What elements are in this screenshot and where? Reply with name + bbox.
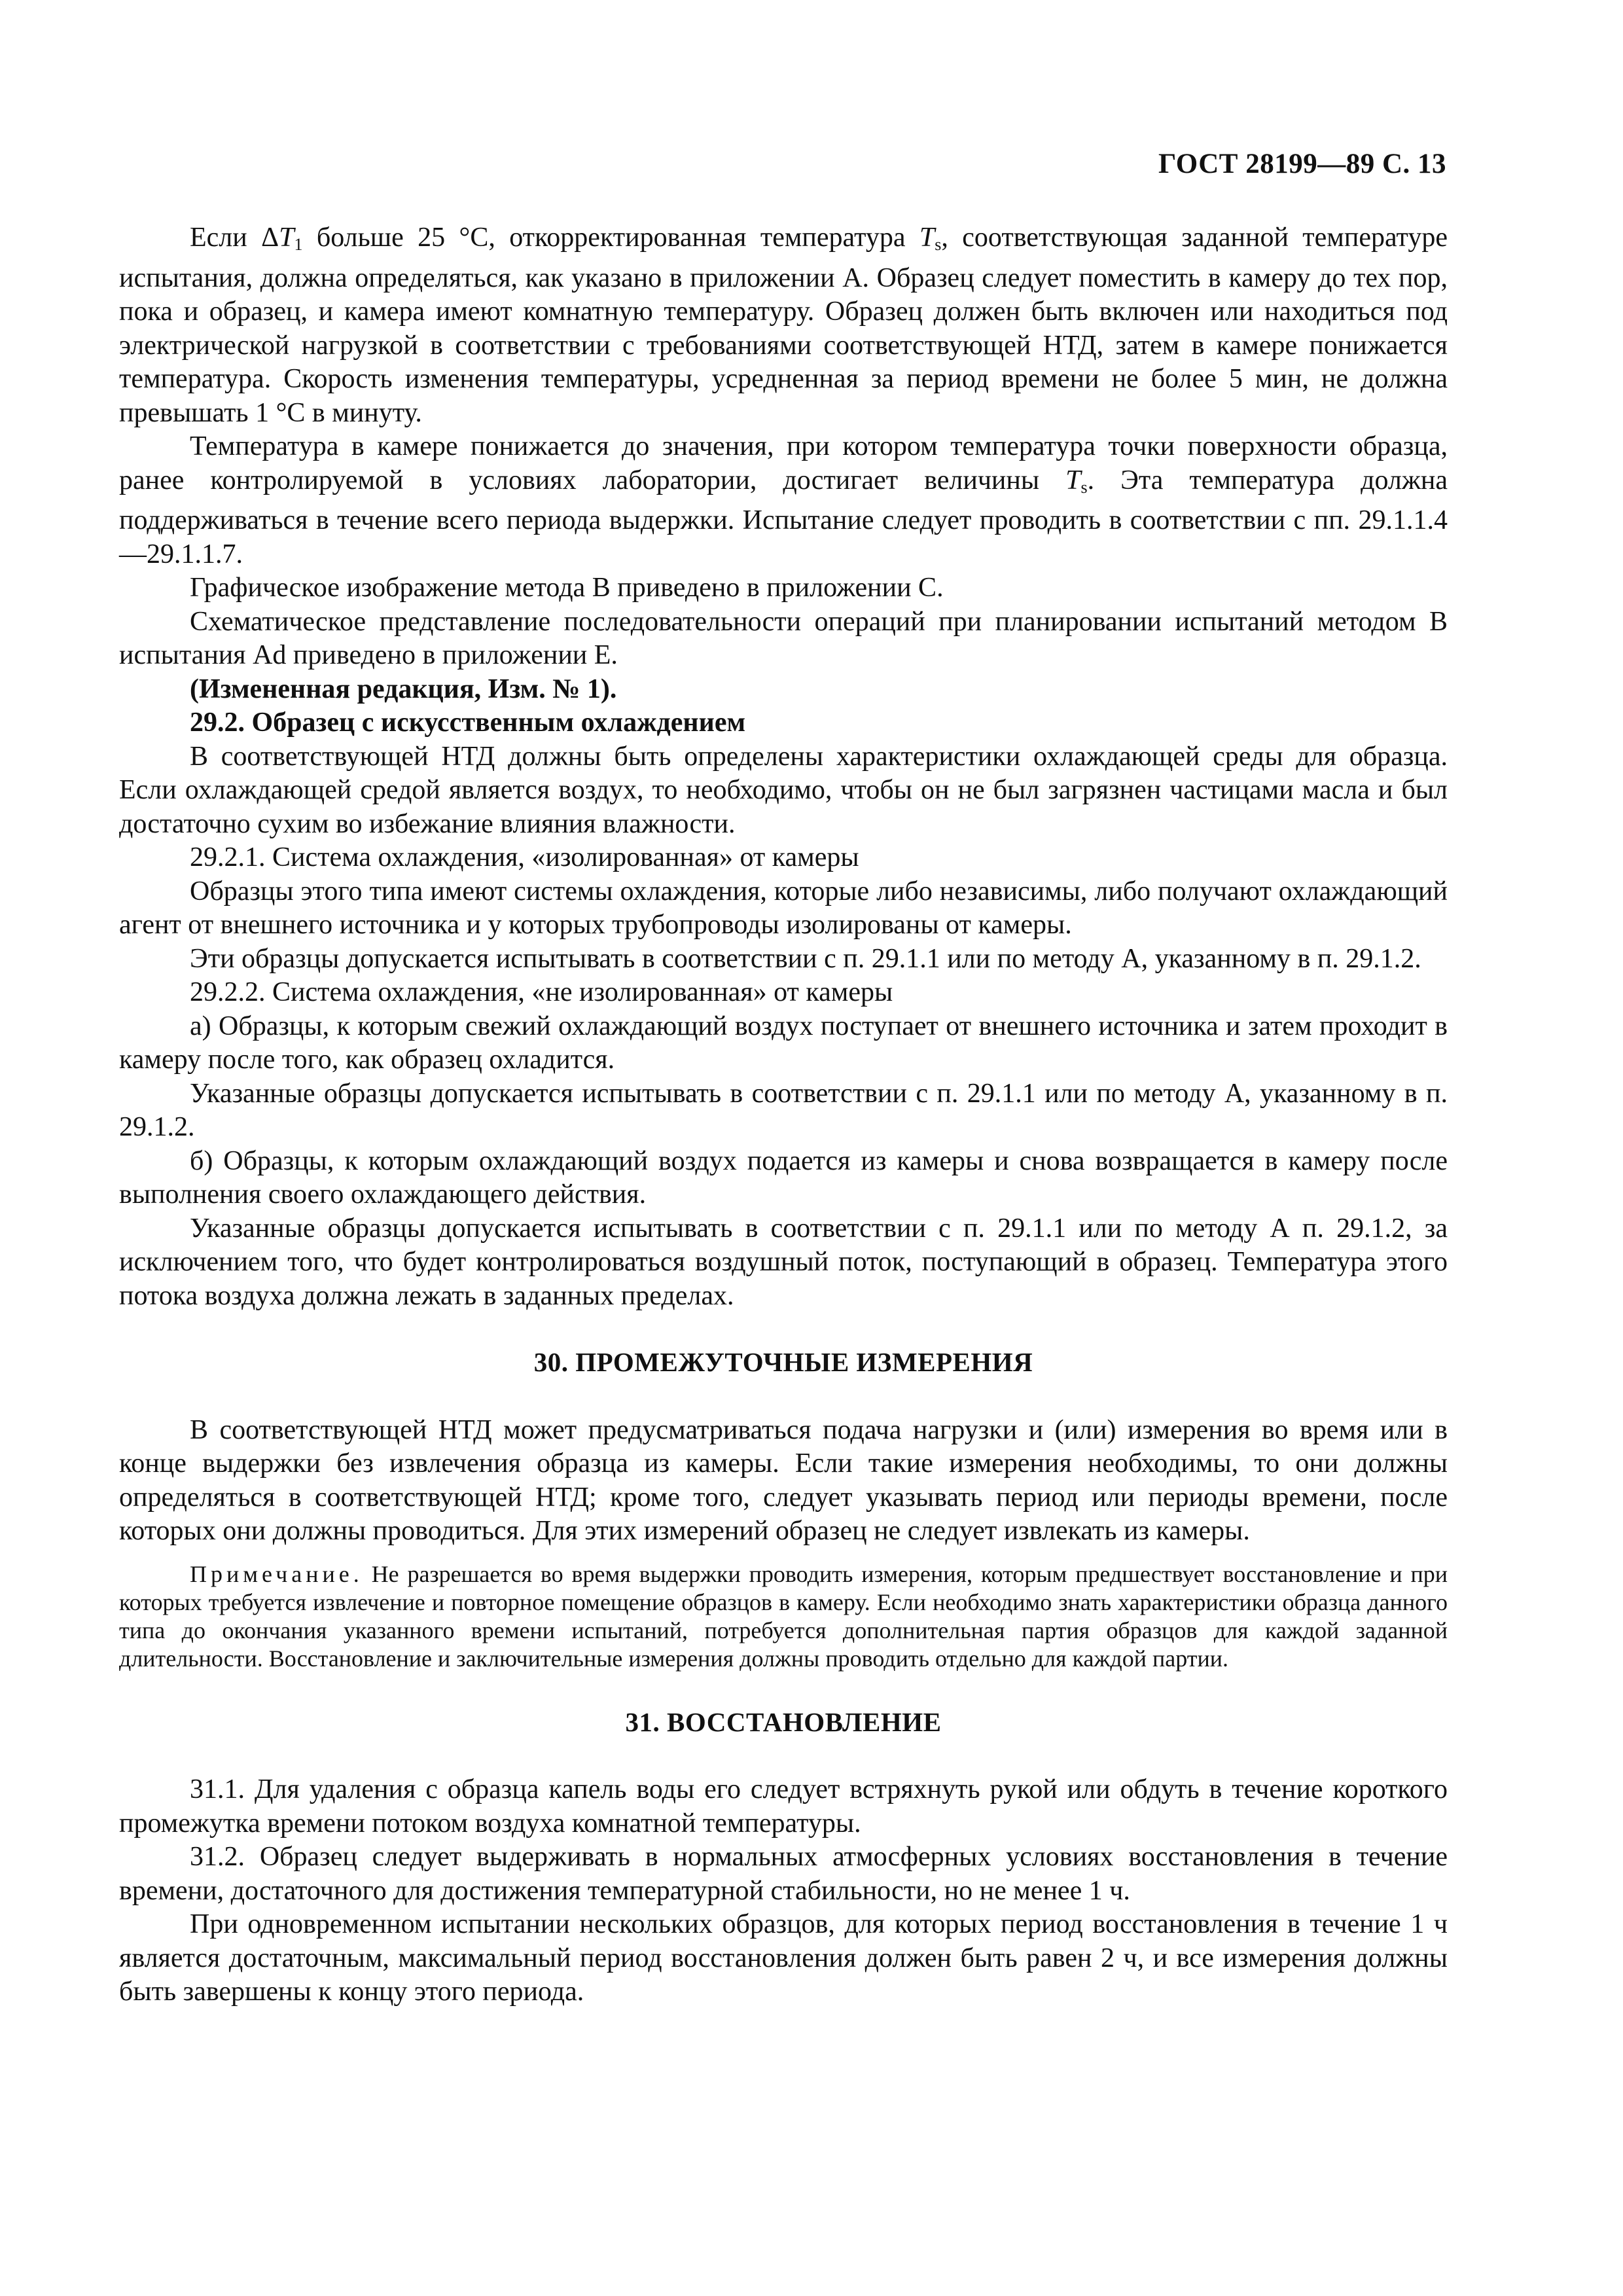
symbol-t: T (919, 223, 935, 253)
subsection-29-2-title: 29.2. Образец с искусственным охлаждением (190, 708, 746, 738)
paragraph-31-1: 31.1. Для удаления с образца капель воды его следует встряхнуть рукой или обдуть в течение короткого промежутка времени потоком воздуха комнатной температуры. (119, 1774, 1448, 1839)
note-label: Примечание. (190, 1560, 363, 1587)
note-paragraph (119, 1560, 1448, 1673)
text-run: . Эта температура должна поддерживаться в течение всего периода выдержки. Испытание следует проводить в соответствии с пп. 29.1.1.4—29.1.1.7. (119, 465, 1448, 569)
paragraph-item-a-test: Указанные образцы допускается испытывать в соответствии с п. 29.1.1 или по методу А, указанному в п. 29.1.2. (119, 1078, 1448, 1142)
paragraph-schematic: Схематическое представление последовательности операций при планировании испытаний методом В испытания Ad приведено в приложении Е. (119, 606, 1448, 670)
symbol-t: T (279, 223, 294, 253)
section-30-title: 30. ПРОМЕЖУТОЧНЫЕ ИЗМЕРЕНИЯ (533, 1347, 1033, 1377)
paragraph-item-a: а) Образцы, к которым свежий охлаждающий воздух поступает от внешнего источника и затем проходит в камеру после того, как образец охладится. (119, 1011, 1448, 1075)
text-run: Если Δ (190, 223, 279, 253)
symbol-t: T (1065, 465, 1081, 495)
amendment-note: (Измененная редакция, Изм. № 1). (190, 673, 617, 704)
paragraph-delta-t1 (119, 221, 1448, 430)
paragraph-recovery-period: При одновременном испытании нескольких образцов, для которых период восстановления в течение 1 ч является достаточным, максимальный период восстановления должен быть равен 2 ч, и все измерения должны быть завершены к концу этого периода. (119, 1909, 1448, 2007)
subscript: 1 (294, 235, 303, 254)
subsection-29-2-1-title: 29.2.1. Система охлаждения, «изолированная» от камеры (190, 842, 859, 872)
paragraph-isolated-test: Эти образцы допускается испытывать в соответствии с п. 29.1.1 или по методу А, указанному в п. 29.1.2. (190, 943, 1421, 974)
text-run: Температура в камере понижается до значения, при котором температура точки поверхности образца, ранее контролируемой в условиях лаборатории, достигает величины (119, 431, 1448, 495)
document-body (119, 221, 1448, 2009)
paragraph-graphic-method: Графическое изображение метода В приведено в приложении С. (190, 573, 944, 603)
paragraph-intermediate-measurements: В соответствующей НТД может предусматриваться подача нагрузки и (или) измерения во время или в конце выдержки без извлечения образца из камеры. Если такие измерения необходимы, то они должны определяться в соответствующей НТД; кроме того, следует указывать период или периоды времени, после которых они должны проводиться. Для этих измерений образец не следует извлекать из камеры. (119, 1414, 1448, 1546)
text-run: , соответствующая заданной температуре испытания, должна определяться, как указано в приложении А. Образец следует поместить в камеру до тех пор, пока и образец, и камера имеют комнатную температуру. Образец должен быть включен или находиться под электрической нагрузкой в соответствии с требованиями соответствующей НТД, затем в камере понижается температура. Скорость изменения температуры, усредненная за период времени не более 5 мин, не должна превышать 1 °С в минуту. (119, 223, 1448, 428)
paragraph-item-b: б) Образцы, к которым охлаждающий воздух подается из камеры и снова возвращается в камеру после выполнения своего охлаждающего действия. (119, 1145, 1448, 1210)
page-header: ГОСТ 28199—89 С. 13 (1158, 149, 1446, 179)
paragraph-isolated-system: Образцы этого типа имеют системы охлаждения, которые либо независимы, либо получают охлаждающий агент от внешнего источника и у которых трубопроводы изолированы от камеры. (119, 876, 1448, 940)
paragraph-item-b-test: Указанные образцы допускается испытывать в соответствии с п. 29.1.1 или по методу А п. 29.1.2, за исключением того, что будет контролироваться воздушный поток, поступающий в образец. Температура этого потока воздуха должна лежать в заданных пределах. (119, 1213, 1448, 1311)
paragraph-31-2: 31.2. Образец следует выдерживать в нормальных атмосферных условиях восстановления в течение времени, достаточного для достижения температурной стабильности, но не менее 1 ч. (119, 1842, 1448, 1906)
paragraph-cooling-medium: В соответствующей НТД должны быть определены характеристики охлаждающей среды для образца. Если охлаждающей средой является воздух, то необходимо, чтобы он не был загрязнен частицами масла и был достаточно сухим во избежание влияния влажности. (119, 741, 1448, 839)
section-31-title: 31. ВОССТАНОВЛЕНИЕ (625, 1706, 942, 1737)
paragraph-chamber-temp (119, 430, 1448, 571)
subscript: s (935, 235, 942, 254)
text-run: больше 25 °С, откорректированная температура (302, 223, 919, 253)
subscript: s (1080, 477, 1088, 497)
subsection-29-2-2-title: 29.2.2. Система охлаждения, «не изолированная» от камеры (190, 977, 893, 1007)
note-text: Не разрешается во время выдержки проводить измерения, которым предшествует восстановление и при которых требуется извлечение и повторное помещение образцов в камеру. Если необходимо знать характеристики образца данного типа до окончания указанного времени испытаний, потребуется дополнительная партия образцов для каждой заданной длительности. Восстановление и заключительные измерения должны проводить отдельно для каждой партии. (119, 1560, 1448, 1672)
